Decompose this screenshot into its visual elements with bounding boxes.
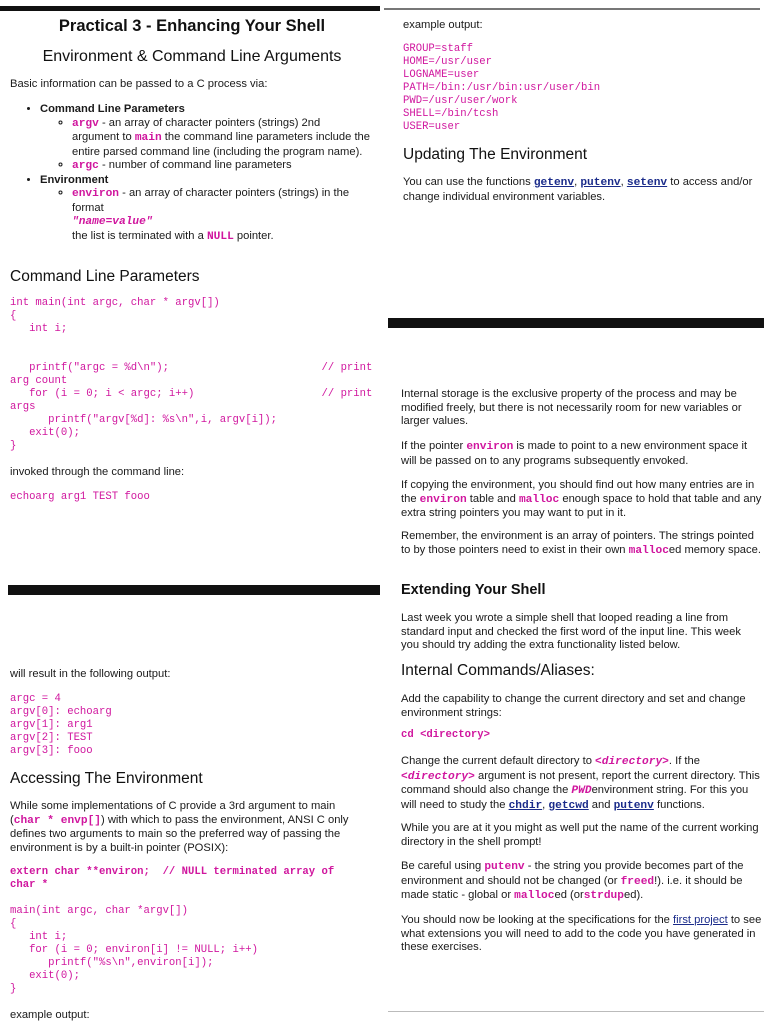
section-heading: Accessing The Environment (10, 770, 203, 787)
first-project-link[interactable]: first project (673, 914, 728, 926)
text: table and (466, 492, 519, 505)
paragraph: Last week you wrote a simple shell that looped reading a line from standard input and checked the first word of the input line. This week you should try adding the extra functionality listed below. (401, 612, 741, 651)
text: If the pointer (401, 440, 467, 452)
page-edge-bar (0, 6, 380, 11)
text: - the string you provide becomes part of the environment and should not be changed (or (401, 860, 744, 887)
code-block: main(int argc, char *argv[]) { int i; for (i = 0; environ[i] != NULL; i++) printf("%s\n",environ[i]); exit(0); } (10, 905, 258, 995)
text: If copying the environment, you should find out how many entries are in the (401, 479, 755, 505)
paragraph (10, 800, 366, 855)
example-label: example output: (403, 19, 483, 31)
list-item (40, 174, 370, 245)
putenv-term: putenv (484, 861, 525, 873)
text: functions. (653, 798, 705, 811)
directory-term: <directory> (401, 770, 475, 783)
text: Change the current default directory to (401, 755, 596, 767)
list-heading: Environment (40, 173, 109, 186)
cd-command: cd <directory> (401, 729, 491, 741)
paragraph (403, 176, 763, 204)
command-line: echoarg arg1 TEST fooo (10, 491, 150, 503)
sep: , (620, 176, 627, 188)
page-panel-bottom-left (0, 512, 384, 1024)
list-item (72, 159, 370, 174)
text: !). i.e. it should be made static - global or (401, 874, 743, 901)
result-text: will result in the following output: (10, 668, 171, 680)
strdup-term: strdup (583, 890, 624, 902)
chdir-link[interactable]: chdir (508, 799, 543, 812)
page-panel-top-right (384, 0, 768, 512)
environ-desc: - an array of character pointers (strings) in the format (72, 187, 350, 214)
example-label-cut: example output: (10, 1009, 90, 1021)
intro-text: Basic information can be passed to a C process via: (10, 78, 268, 90)
section-heading: Command Line Parameters (10, 268, 200, 285)
text: While some implementations of C provide a 3rd argument to main ( (10, 800, 336, 826)
code-block: GROUP=staff HOME=/usr/user LOGNAME=user PATH=/bin:/usr/bin:usr/user/bin PWD=/usr/user/work SHELL=/bin/tcsh USER=user (403, 43, 601, 133)
paragraph: Add the capability to change the current directory and set and change environment strings: (401, 693, 746, 719)
text: ) with which to pass the environment, ANSI C only defines two arguments to main so the preferred way of passing the environment is by a built-in pointer (POSIX): (10, 813, 349, 854)
paragraph (401, 755, 765, 813)
getcwd-link[interactable]: getcwd (548, 799, 589, 812)
section-heading: Updating The Environment (403, 146, 588, 163)
putenv-link[interactable]: putenv (613, 799, 654, 812)
text: Be careful using (401, 860, 485, 872)
sep: , (574, 176, 581, 188)
sep: and (588, 798, 614, 811)
page-edge-bar (388, 318, 764, 328)
section-heading: Internal Commands/Aliases: (401, 662, 595, 679)
text: ed memory space. (668, 543, 761, 556)
argv-desc: - an array of character pointers (strings) 2nd argument to (72, 116, 321, 143)
argc-desc: - number of command line parameters (98, 159, 292, 171)
sep: , (542, 798, 549, 811)
text: argument is not present, report the current directory. This command should also change the (401, 769, 760, 796)
envp-term: char * envp[] (13, 814, 102, 827)
argc-term: argc (72, 160, 99, 172)
argv-term: argv (72, 117, 99, 130)
text: You should now be looking at the specifications for the (401, 914, 673, 926)
main-term: main (134, 132, 162, 144)
list-item (72, 117, 370, 160)
paragraph (401, 530, 765, 558)
text: You can use the functions (403, 176, 534, 188)
page-edge-rule (388, 1011, 764, 1012)
page-panel-bottom-right (384, 388, 768, 1024)
freed-term: freed (620, 875, 655, 888)
malloc-term: malloc (518, 493, 560, 506)
text: is made to point to a new environment space it will be passed on to any programs subsequently envoked. (401, 440, 748, 467)
null-term: NULL (206, 230, 234, 243)
putenv-link[interactable]: putenv (580, 177, 621, 189)
text: ed (or (554, 889, 584, 901)
getenv-link[interactable]: getenv (533, 177, 575, 189)
terminator-note (40, 230, 370, 245)
format-example: "name=value" (72, 216, 153, 228)
page-panel-top-left (0, 0, 384, 512)
section-heading: Extending Your Shell (401, 582, 546, 598)
environ-term: environ (466, 441, 514, 453)
code-block: int main(int argc, char * argv[]) { int i; printf("argc = %d\n"); // print arg count for (i = 0; i < argc; i++) // print args printf("argv[%d]: %s\n",i, argv[i]); exit(0); } (10, 297, 373, 452)
param-list (10, 103, 370, 244)
pwd-term: PWD (571, 785, 592, 797)
malloc-term: malloc (628, 544, 669, 557)
directory-term: <directory> (595, 756, 669, 768)
page-edge-rule (384, 8, 760, 10)
text: Remember, the environment is an array of pointers. The strings pointed to by those pointers need to exist in their own (401, 530, 755, 556)
page-subtitle: Environment & Command Line Arguments (42, 48, 342, 65)
list-item (40, 103, 370, 174)
text: enough space to hold that table and any extra string pointers you may want to put in it. (401, 492, 762, 519)
text: . If the (668, 755, 700, 767)
text: environment string. For this you will need to study the (401, 784, 749, 811)
text: ed). (624, 889, 644, 901)
invoked-text: invoked through the command line: (10, 466, 185, 478)
paragraph (401, 914, 765, 955)
list-item (72, 187, 370, 230)
note-text: the list is terminated with a (72, 229, 207, 242)
paragraph (401, 440, 765, 468)
paragraph (401, 860, 765, 904)
list-heading: Command Line Parameters (40, 103, 185, 115)
malloc-term: malloc (514, 890, 555, 902)
page-edge-bar (8, 585, 380, 595)
paragraph: Internal storage is the exclusive property of the process and may be modified freely, but there is not necessarily room for new variables or larger values. (401, 388, 742, 427)
note-text-end: pointer. (233, 229, 274, 242)
paragraph: While you are at it you might as well put the name of the current working directory in the shell prompt! (401, 822, 759, 848)
code-block: argc = 4 argv[0]: echoarg argv[1]: arg1 argv[2]: TEST argv[3]: fooo (10, 693, 112, 757)
paragraph (401, 479, 765, 521)
code-extern: extern char **environ; // NULL terminated array of char * (10, 866, 335, 891)
page-title: Practical 3 - Enhancing Your Shell (58, 17, 326, 35)
text: to see what extensions you will need to add to the code you have generated in these exercises. (401, 914, 762, 953)
setenv-link[interactable]: setenv (626, 177, 668, 189)
environ-term: environ (72, 188, 119, 200)
environ-term: environ (419, 493, 467, 506)
argv-desc-rest: the command line parameters include the entire parsed command line (including the program name). (72, 131, 370, 158)
text: to access and/or change individual environment variables. (403, 176, 753, 203)
